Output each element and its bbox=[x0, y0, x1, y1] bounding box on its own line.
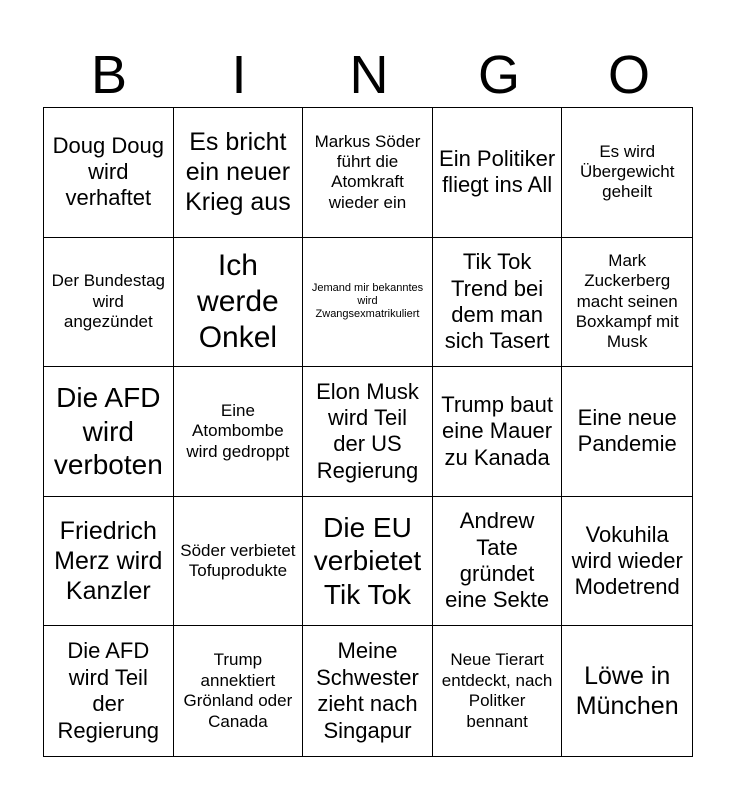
bingo-cell[interactable]: Die AFD wird Teil der Regierung bbox=[44, 626, 174, 756]
bingo-cell[interactable]: Doug Doug wird verhaftet bbox=[44, 108, 174, 238]
bingo-cell[interactable]: Vokuhila wird wieder Modetrend bbox=[562, 497, 692, 627]
bingo-cell[interactable]: Neue Tierart entdeckt, nach Politker bennant bbox=[433, 626, 563, 756]
bingo-cell[interactable]: Mark Zuckerberg macht seinen Boxkampf mit Musk bbox=[562, 238, 692, 368]
header-letter-o: O bbox=[607, 45, 650, 105]
header-letter-b: B bbox=[90, 45, 128, 105]
bingo-cell[interactable]: Löwe in München bbox=[575, 662, 679, 721]
bingo-cell[interactable]: Es wird Übergewicht geheilt bbox=[562, 108, 692, 238]
bingo-cell[interactable]: Andrew Tate gründet eine Sekte bbox=[433, 497, 563, 627]
header-letter-n: N bbox=[349, 45, 389, 105]
bingo-grid bbox=[43, 107, 693, 757]
bingo-cell[interactable]: Die AFD wird verboten bbox=[44, 367, 174, 497]
bingo-cell[interactable]: Es bricht ein neuer Krieg aus bbox=[174, 108, 304, 238]
bingo-cell[interactable]: Trump annektiert Grönland oder Canada bbox=[174, 626, 304, 756]
bingo-cell[interactable]: Ein Politiker fliegt ins All bbox=[433, 108, 563, 238]
bingo-cell[interactable]: Eine neue Pandemie bbox=[562, 367, 692, 497]
bingo-header bbox=[44, 42, 694, 108]
bingo-cell[interactable]: Tik Tok Trend bei dem man sich Tasert bbox=[433, 238, 563, 368]
bingo-cell[interactable]: Friedrich Merz wird Kanzler bbox=[44, 497, 174, 627]
header-letter-i: I bbox=[231, 45, 247, 105]
bingo-cell[interactable]: Markus Söder führt die Atomkraft wieder ein bbox=[303, 108, 433, 238]
bingo-cell[interactable]: Trump baut eine Mauer zu Kanada bbox=[433, 367, 563, 497]
bingo-cell[interactable]: Die EU verbietet Tik Tok bbox=[303, 497, 433, 627]
bingo-cell[interactable]: Söder verbietet Tofuprodukte bbox=[174, 497, 304, 627]
header-letter-g: G bbox=[477, 45, 520, 105]
bingo-cell[interactable]: Meine Schwester zieht nach Singapur bbox=[303, 626, 433, 756]
bingo-cell[interactable]: Der Bundestag wird angezündet bbox=[44, 238, 174, 368]
bingo-cell[interactable]: Elon Musk wird Teil der US Regierung bbox=[303, 367, 433, 497]
bingo-cell[interactable]: Jemand mir bekanntes wird Zwangsexmatrikuliert bbox=[303, 238, 433, 368]
bingo-cell[interactable]: Ich werde Onkel bbox=[174, 238, 304, 368]
bingo-cell[interactable]: Eine Atombombe wird gedroppt bbox=[174, 367, 304, 497]
